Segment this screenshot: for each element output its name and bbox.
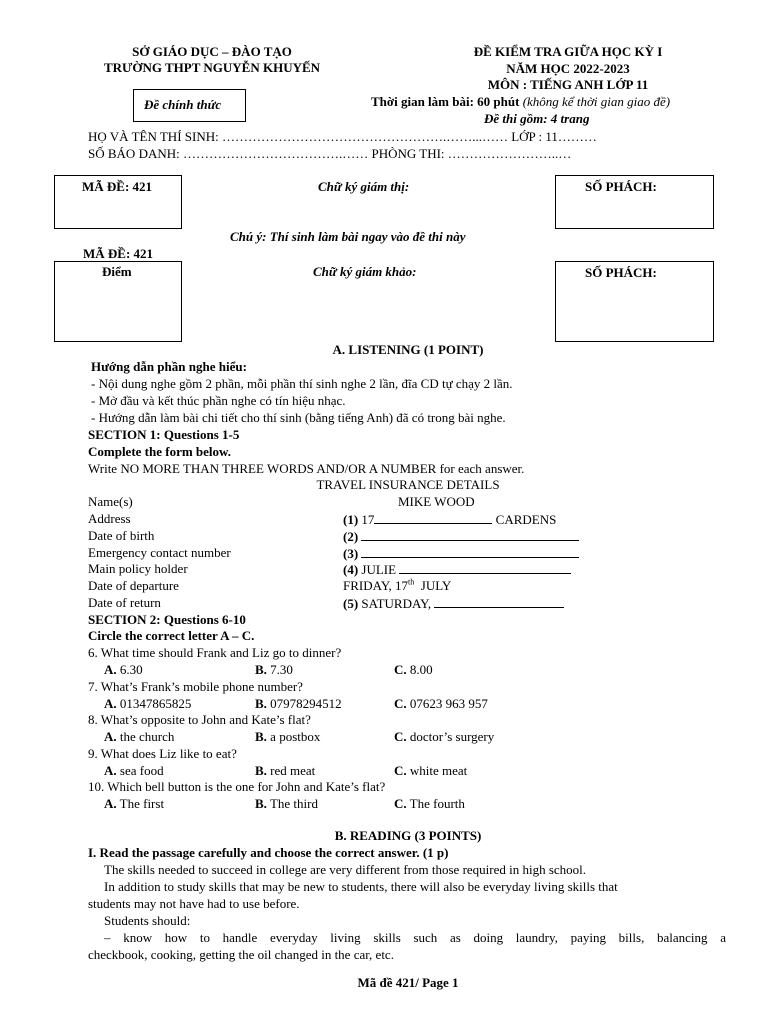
- option-text: doctor’s surgery: [409, 729, 495, 745]
- option-text: The third: [269, 796, 318, 812]
- guide-line: - Hướng dẫn làm bài chi tiết cho thí sinh (bằng tiếng Anh) đã có trong bài nghe.: [91, 410, 506, 425]
- answer-option-b[interactable]: [255, 662, 293, 678]
- q1-answer: [343, 511, 556, 528]
- section2-heading: SECTION 2: Questions 6-10: [88, 612, 246, 627]
- passage-line: – know how to handle everyday living skills such as doing laundry, paying bills, balancing a: [104, 930, 726, 945]
- q5-answer: [343, 595, 564, 612]
- q3-answer: [343, 545, 579, 562]
- form-value: MIKE WOOD: [398, 494, 475, 509]
- q1-prefix: 17: [361, 512, 375, 527]
- exam-code-2: MÃ ĐỀ: 421: [83, 246, 154, 261]
- option-text: white meat: [409, 762, 468, 778]
- q4-blank[interactable]: [399, 561, 571, 574]
- question-text: 6. What time should Frank and Liz go to dinner?: [88, 645, 342, 660]
- q5-prefix: SATURDAY,: [361, 596, 432, 611]
- subject: MÔN : TIẾNG ANH LỚP 11: [487, 77, 649, 92]
- option-letter: A.: [104, 796, 117, 812]
- form-title: TRAVEL INSURANCE DETAILS: [316, 477, 500, 492]
- question-text: 7. What’s Frank’s mobile phone number?: [88, 678, 303, 694]
- passage-line: students may not have had to use before.: [88, 896, 300, 911]
- score-label: Điểm: [102, 264, 132, 279]
- answer-option-b[interactable]: [255, 729, 320, 745]
- departure-date: FRIDAY, 17: [343, 578, 409, 593]
- option-letter: A.: [104, 662, 117, 677]
- departure-sup: th: [408, 577, 415, 587]
- q2-number: (2): [343, 529, 359, 544]
- q5-number: (5): [343, 596, 359, 611]
- option-text: 07978294512: [270, 695, 342, 711]
- option-letter: B.: [255, 695, 267, 711]
- exam-code-label: MÃ ĐỀ: 421: [82, 179, 153, 194]
- reading-part1: I. Read the passage carefully and choose the correct answer. (1 p): [88, 845, 449, 860]
- form-label: Emergency contact number: [88, 545, 231, 560]
- school-name: TRƯỜNG THPT NGUYỄN KHUYẾN: [103, 60, 321, 75]
- exam-code-box: [54, 175, 182, 229]
- form-label: Name(s): [88, 494, 133, 509]
- option-letter: C.: [394, 662, 407, 677]
- option-letter: B.: [255, 729, 267, 745]
- answer-option-b[interactable]: [255, 696, 342, 712]
- option-text: The first: [119, 796, 165, 812]
- question-text: 8. What’s opposite to John and Kate’s flat?: [88, 712, 311, 728]
- option-letter: C.: [394, 762, 407, 778]
- option-letter: A.: [104, 762, 117, 778]
- section1-heading: SECTION 1: Questions 1-5: [88, 427, 240, 442]
- question-text: 10. Which bell button is the one for John and Kate’s flat?: [88, 779, 386, 795]
- answer-option-c[interactable]: [394, 696, 488, 712]
- question-text: 9. What does Liz like to eat?: [88, 745, 237, 761]
- option-letter: B.: [255, 796, 267, 812]
- listening-guide-title: Hướng dẫn phần nghe hiểu:: [91, 359, 247, 374]
- guide-line: - Mở đầu và kết thúc phần nghe có tín hiệu nhạc.: [91, 393, 346, 408]
- official-label: Đề chính thức: [144, 97, 222, 112]
- answer-option-a[interactable]: [104, 662, 143, 678]
- option-letter: A.: [104, 729, 117, 745]
- answer-option-c[interactable]: [394, 763, 467, 779]
- serial-box-1: [555, 175, 714, 229]
- passage-line: Students should:: [104, 913, 191, 928]
- score-box: [54, 261, 182, 342]
- student-name-line: HỌ VÀ TÊN THÍ SINH: …………………………………………….……...…… LỚP : 11………: [88, 129, 597, 144]
- answer-option-c[interactable]: [394, 662, 433, 678]
- form-label: Date of departure: [88, 578, 179, 593]
- q1-number: (1): [343, 512, 359, 527]
- serial-box-2: [555, 261, 714, 342]
- answer-option-a[interactable]: [104, 729, 174, 745]
- option-text: 01347865825: [119, 695, 192, 711]
- option-letter: A.: [104, 695, 117, 711]
- option-text: 8.00: [409, 662, 433, 677]
- answer-option-a[interactable]: [104, 696, 191, 712]
- form-label: Address: [88, 511, 131, 526]
- option-text: the church: [119, 729, 175, 745]
- q4-prefix: JULIE: [361, 562, 397, 577]
- option-text: 6.30: [119, 662, 143, 677]
- option-text: 7.30: [270, 662, 293, 677]
- exam-title: ĐỀ KIỂM TRA GIỮA HỌC KỲ I: [473, 44, 663, 59]
- passage-line: The skills needed to succeed in college are very different from those required in high school.: [104, 862, 587, 877]
- circle-instruction: Circle the correct letter A – C.: [88, 628, 255, 643]
- q3-number: (3): [343, 546, 359, 561]
- form-label: Date of return: [88, 595, 161, 610]
- option-letter: B.: [255, 662, 267, 677]
- answer-option-b[interactable]: [255, 763, 315, 779]
- option-letter: C.: [394, 729, 407, 745]
- serial-label-2: SỐ PHÁCH:: [585, 265, 657, 280]
- answer-option-c[interactable]: [394, 796, 465, 812]
- time-note: (không kể thời gian giao đề): [522, 94, 671, 109]
- notice: Chú ý: Thí sinh làm bài ngay vào đề thi này: [230, 229, 466, 244]
- word-limit-instruction: Write NO MORE THAN THREE WORDS AND/OR A NUMBER for each answer.: [88, 461, 525, 476]
- option-letter: B.: [255, 762, 267, 778]
- answer-option-a[interactable]: [104, 763, 164, 779]
- answer-option-a[interactable]: [104, 796, 164, 812]
- q2-answer: [343, 528, 579, 545]
- option-text: The fourth: [409, 796, 465, 812]
- departure-value: [343, 578, 451, 594]
- departure-month: JULY: [414, 578, 452, 593]
- form-label: Date of birth: [88, 528, 155, 543]
- q5-blank[interactable]: [434, 595, 564, 608]
- option-text: a postbox: [270, 729, 321, 745]
- department-name: SỞ GIÁO DỤC – ĐÀO TẠO: [132, 44, 292, 59]
- q4-number: (4): [343, 562, 359, 577]
- q3-blank[interactable]: [361, 545, 579, 558]
- option-letter: C.: [394, 695, 407, 711]
- q2-blank[interactable]: [361, 528, 579, 541]
- pages-note: Đề thi gồm: 4 trang: [484, 111, 590, 126]
- time-label: Thời gian làm bài: 60 phút: [371, 94, 520, 109]
- page-footer: Mã đề 421/ Page 1: [357, 975, 459, 990]
- serial-label-1: SỐ PHÁCH:: [585, 179, 657, 194]
- examiner-signature-label: Chữ ký giám khảo:: [313, 264, 417, 279]
- guide-line: - Nội dung nghe gồm 2 phần, mỗi phần thí sinh nghe 2 lần, đĩa CD tự chạy 2 lần.: [91, 376, 513, 391]
- school-year: NĂM HỌC 2022-2023: [506, 61, 630, 76]
- listening-heading: A. LISTENING (1 POINT): [332, 342, 484, 357]
- q4-answer: [343, 561, 571, 578]
- passage-line: checkbook, cooking, getting the oil changed in the car, etc.: [88, 947, 394, 962]
- option-text: 07623 963 957: [409, 695, 488, 711]
- complete-instruction: Complete the form below.: [88, 444, 231, 459]
- answer-option-c[interactable]: [394, 729, 494, 745]
- passage-line: In addition to study skills that may be new to students, there will also be everyday living skills that: [104, 879, 618, 894]
- proctor-signature-label: Chữ ký giám thị:: [318, 179, 410, 194]
- q1-suffix: CARDENS: [495, 512, 557, 527]
- q1-blank[interactable]: [374, 511, 492, 524]
- option-letter: C.: [394, 796, 407, 812]
- answer-option-b[interactable]: [255, 796, 318, 812]
- student-id-line: SỐ BÁO DANH: ……………………………….…… PHÒNG THI: ……………………..…: [88, 146, 572, 161]
- form-label: Main policy holder: [88, 561, 188, 576]
- option-text: red meat: [270, 762, 316, 778]
- official-box: [133, 89, 246, 122]
- exam-time: [371, 94, 670, 110]
- option-text: sea food: [119, 762, 164, 778]
- reading-heading: B. READING (3 POINTS): [334, 828, 482, 843]
